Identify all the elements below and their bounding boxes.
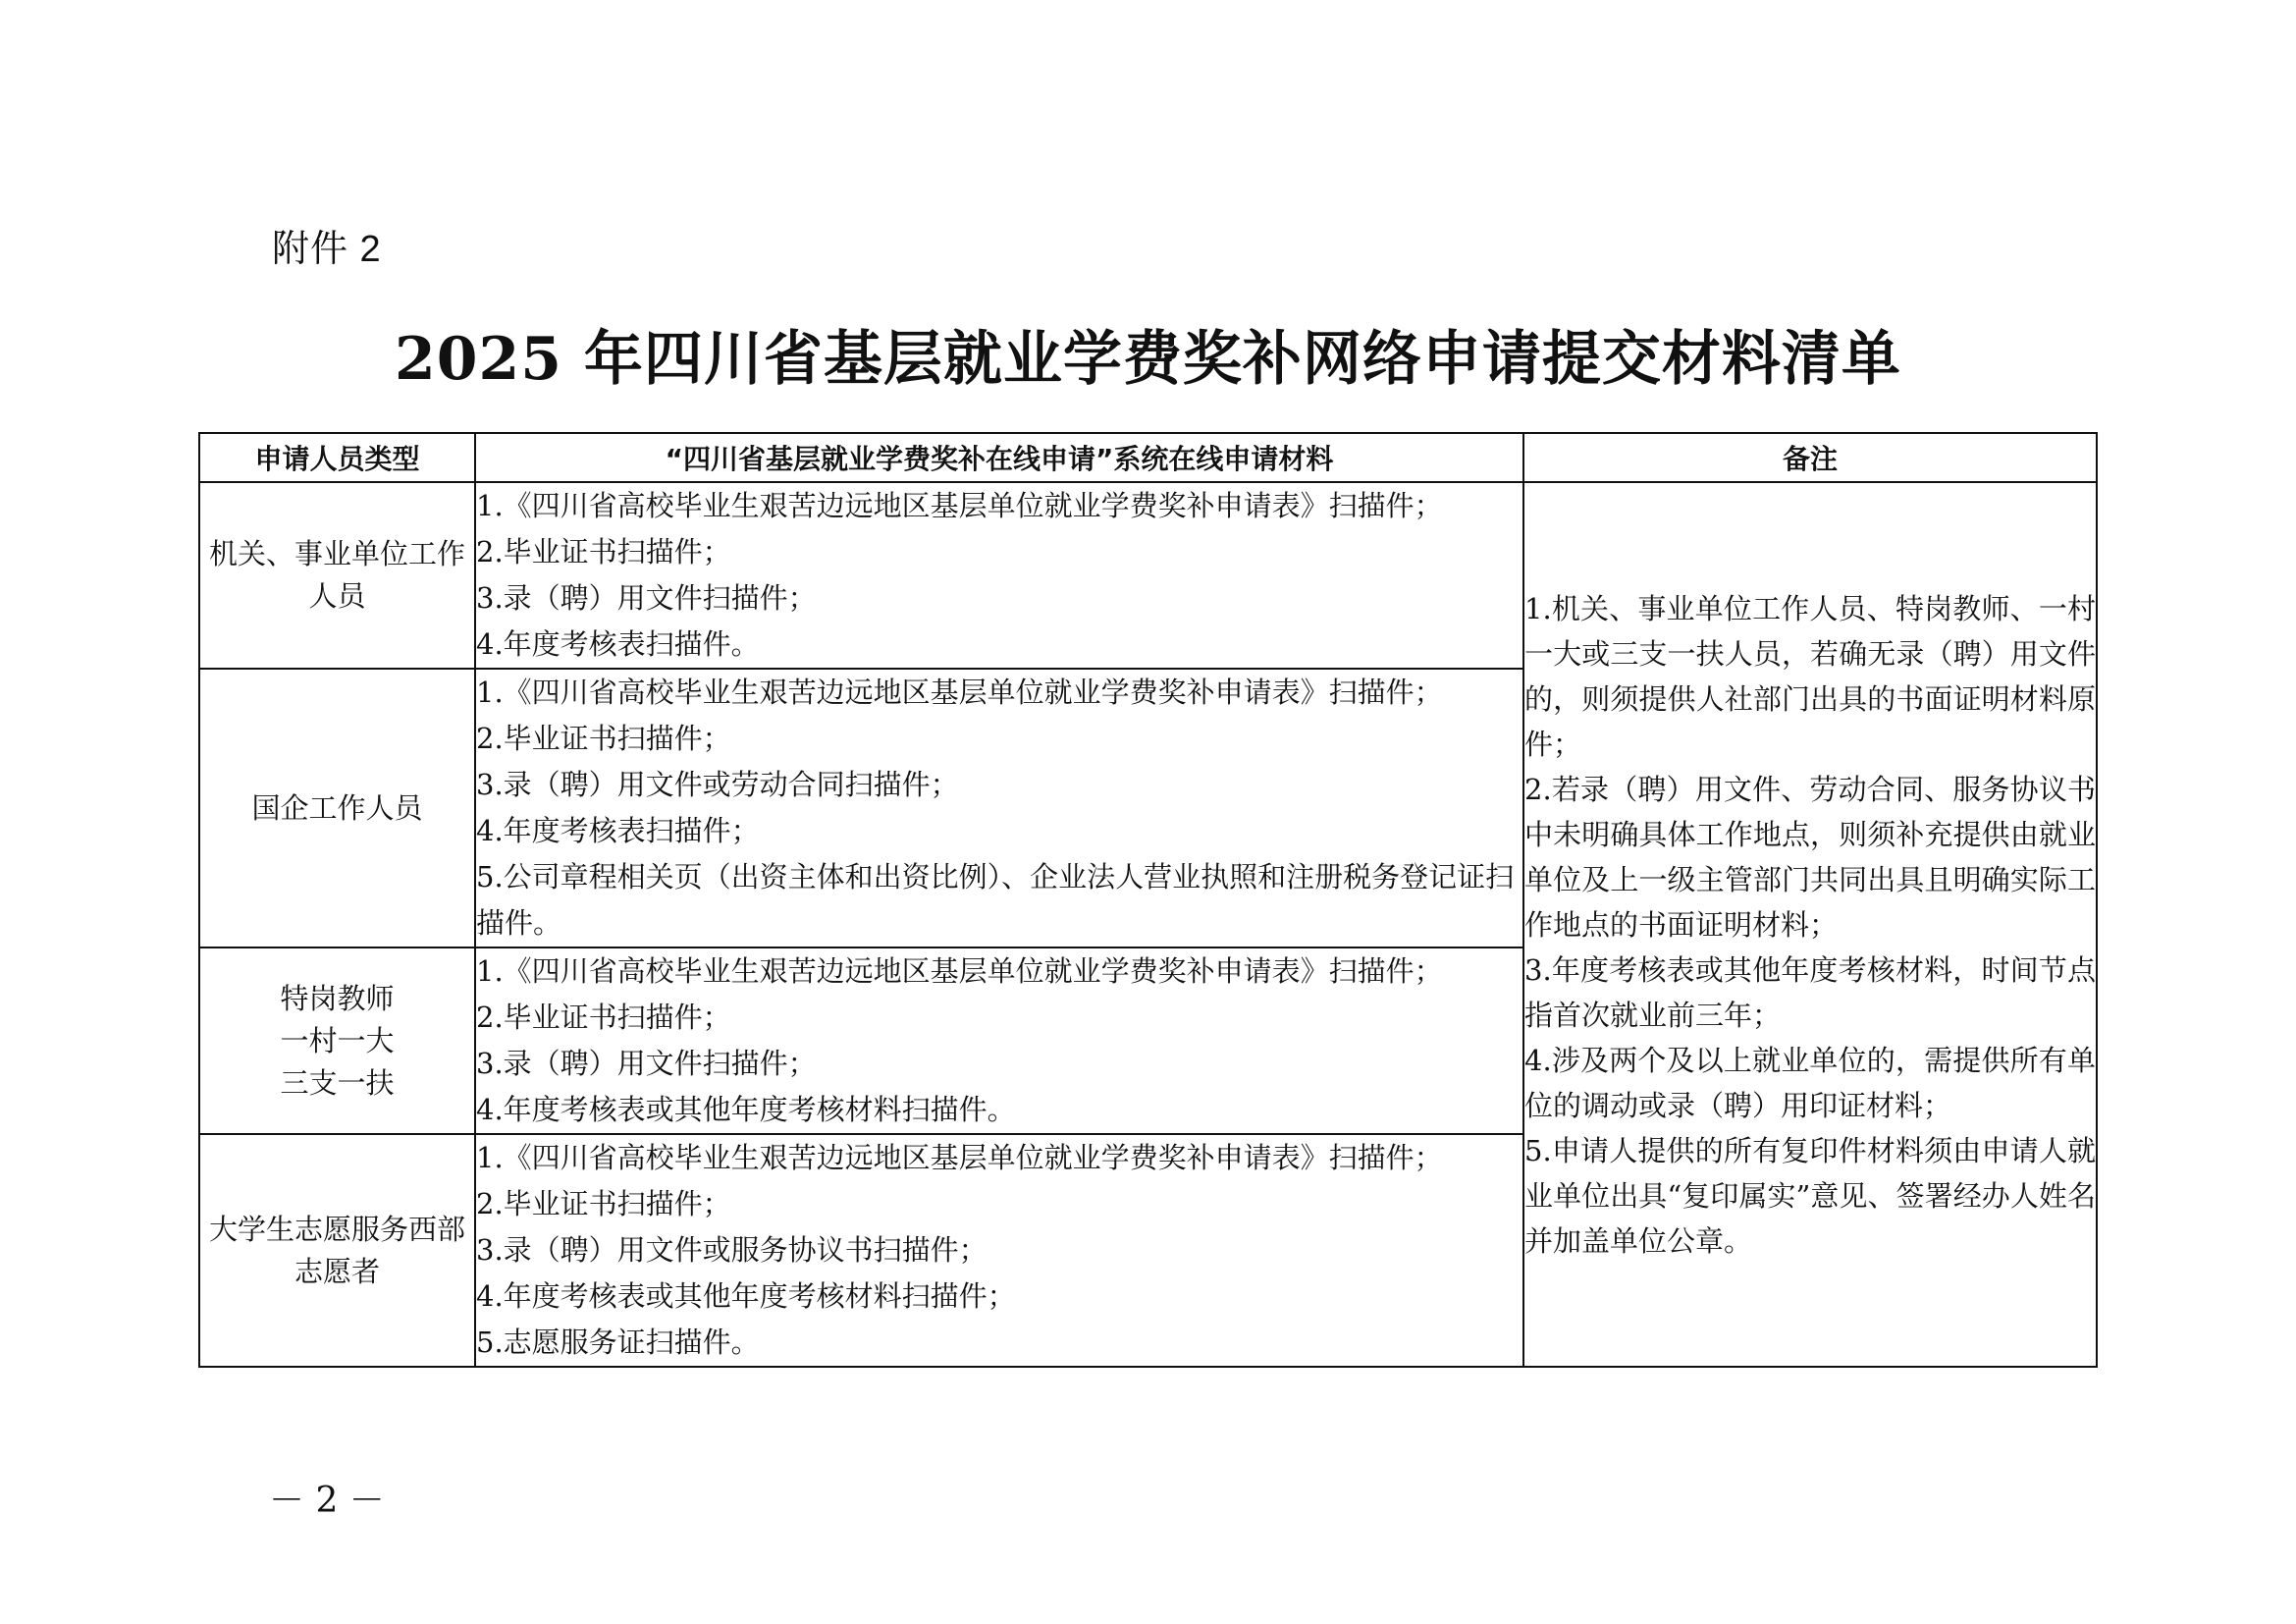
note-item: 5.申请人提供的所有复印件材料须由申请人就业单位出具“复印属实”意见、签署经办人姓名并加盖单位公章。: [1524, 1133, 2096, 1258]
attachment-label: 附件 2: [272, 229, 382, 270]
material-item: 5.志愿服务证扫描件。: [476, 1326, 760, 1359]
material-item: 4.年度考核表或其他年度考核材料扫描件。: [476, 1093, 1016, 1126]
applicant-type: 特岗教师 一村一大 三支一扶: [280, 981, 395, 1100]
applicant-type-cell: [199, 1134, 475, 1367]
material-item: 2.毕业证书扫描件；: [476, 535, 731, 568]
material-item: 4.年度考核表扫描件；: [476, 814, 760, 847]
material-item: 4.年度考核表扫描件。: [476, 627, 760, 661]
applicant-type: 机关、事业单位工作人员: [208, 537, 465, 613]
material-item: 3.录（聘）用文件或劳动合同扫描件；: [476, 768, 959, 801]
applicant-type-cell: [199, 669, 475, 947]
material-item: 4.年度考核表或其他年度考核材料扫描件；: [476, 1279, 1016, 1313]
materials-cell: [475, 669, 1523, 947]
material-item: 3.录（聘）用文件或服务协议书扫描件；: [476, 1233, 988, 1267]
material-item: 2.毕业证书扫描件；: [476, 722, 731, 755]
header-applicant-type: 申请人员类型: [199, 433, 475, 482]
header-notes: 备注: [1523, 433, 2097, 482]
applicant-type: 国企工作人员: [251, 790, 423, 825]
table-row: [199, 482, 2097, 669]
material-item: 2.毕业证书扫描件；: [476, 1187, 731, 1220]
note-item: 2.若录（聘）用文件、劳动合同、服务协议书中未明确具体工作地点，则须补充提供由就业单位及上一级主管部门共同出具且明确实际工作地点的书面证明材料；: [1524, 772, 2096, 942]
materials-cell: [475, 1134, 1523, 1367]
material-item: 3.录（聘）用文件扫描件；: [476, 1047, 817, 1080]
materials-cell: [475, 947, 1523, 1134]
header-online-materials: “四川省基层就业学费奖补在线申请”系统在线申请材料: [475, 433, 1523, 482]
applicant-type-cell: [199, 482, 475, 669]
materials-table: [198, 432, 2098, 1368]
page-number: － 2 －: [269, 1481, 385, 1521]
applicant-type: 大学生志愿服务西部志愿者: [208, 1212, 465, 1288]
notes-cell: [1523, 482, 2097, 1367]
material-item: 1.《四川省高校毕业生艰苦边远地区基层单位就业学费奖补申请表》扫描件；: [476, 1141, 1443, 1174]
note-item: 3.年度考核表或其他年度考核材料，时间节点指首次就业前三年；: [1524, 952, 2096, 1032]
material-item: 1.《四川省高校毕业生艰苦边远地区基层单位就业学费奖补申请表》扫描件；: [476, 489, 1443, 522]
table-header-row: [199, 433, 2097, 482]
material-item: 3.录（聘）用文件扫描件；: [476, 581, 817, 615]
materials-cell: [475, 482, 1523, 669]
note-item: 1.机关、事业单位工作人员、特岗教师、一村一大或三支一扶人员，若确无录（聘）用文件的，则须提供人社部门出具的书面证明材料原件；: [1524, 591, 2096, 761]
note-item: 4.涉及两个及以上就业单位的，需提供所有单位的调动或录（聘）用印证材料；: [1524, 1043, 2096, 1122]
material-item: 1.《四川省高校毕业生艰苦边远地区基层单位就业学费奖补申请表》扫描件；: [476, 954, 1443, 988]
document-title: 2025 年四川省基层就业学费奖补网络申请提交材料清单: [395, 325, 1901, 394]
material-item: 1.《四川省高校毕业生艰苦边远地区基层单位就业学费奖补申请表》扫描件；: [476, 676, 1443, 709]
material-item: 5.公司章程相关页（出资主体和出资比例）、企业法人营业执照和注册税务登记证扫描件。: [476, 860, 1515, 940]
material-item: 2.毕业证书扫描件；: [476, 1001, 731, 1034]
applicant-type-cell: [199, 947, 475, 1134]
